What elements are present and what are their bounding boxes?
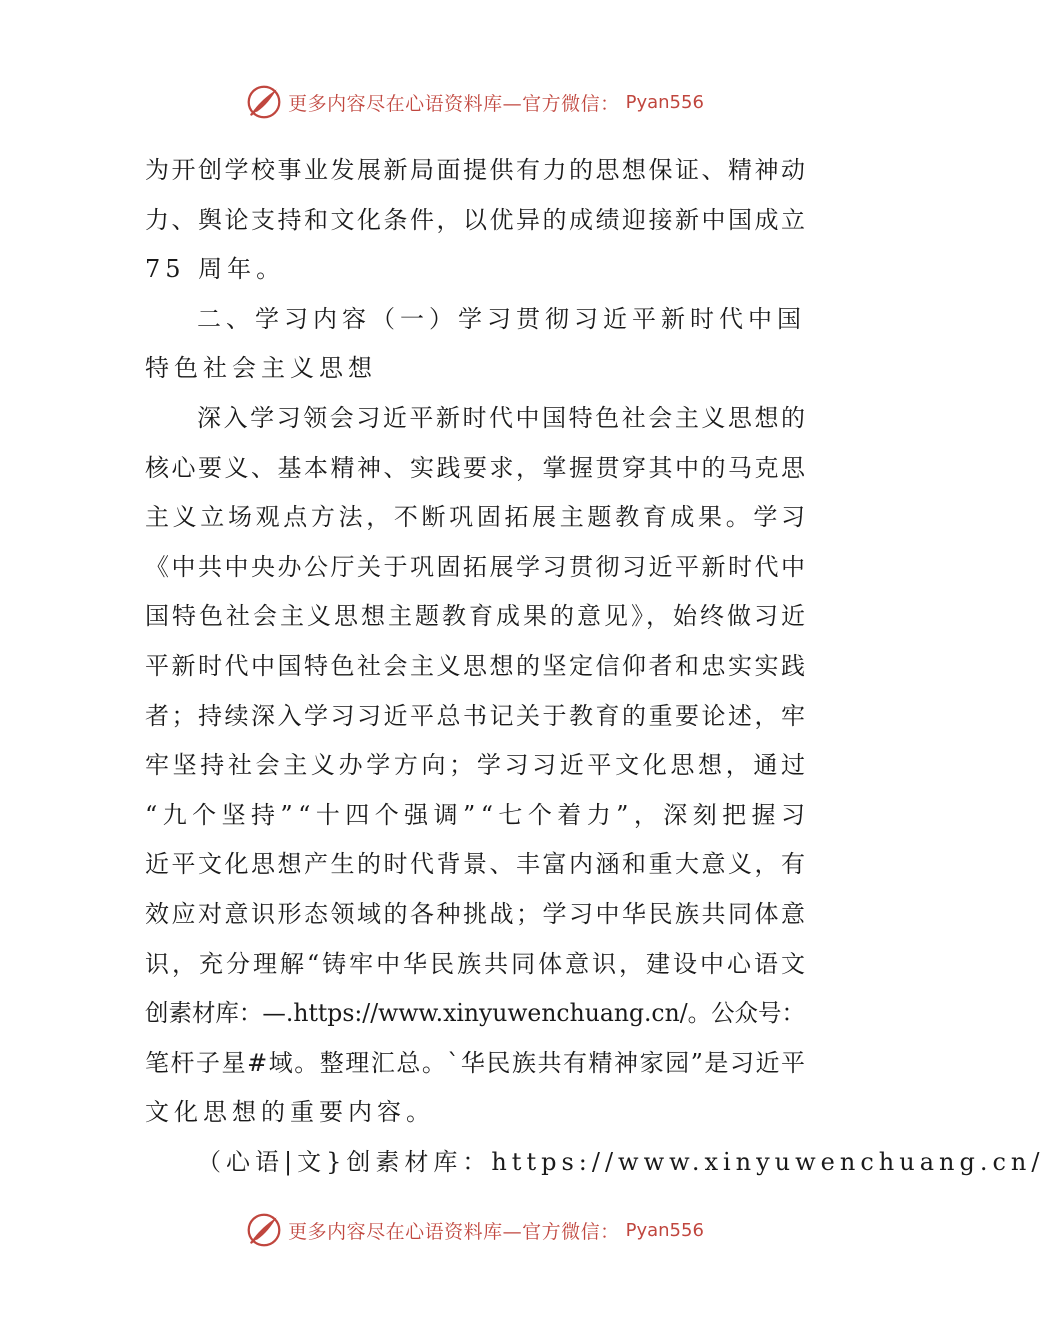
quill-seal-icon <box>246 84 282 120</box>
subsection-heading: （一）学习贯彻习近平新时代中国 <box>371 304 806 333</box>
footer-banner <box>0 1208 950 1252</box>
text-line: 力、舆论支持和文化条件，以优异的成绩迎接新中国成立 <box>145 205 808 234</box>
banner-wechat-id: Pyan556 <box>625 1219 704 1241</box>
text-line: 核心要义、基本精神、实践要求，掌握贯穿其中的马克思 <box>145 453 808 482</box>
document-body <box>145 146 1044 1187</box>
text-line: 特色社会主义思想 <box>145 354 377 383</box>
quill-seal-icon <box>246 1212 282 1248</box>
text-line: 平新时代中国特色社会主义思想的坚定信仰者和忠实实践 <box>145 651 808 680</box>
text-line: 75 周年。 <box>145 255 286 284</box>
text-line: 识，充分理解“铸牢中华民族共同体意识，建设中心语文 <box>145 949 808 978</box>
text-line: 为开创学校事业发展新局面提供有力的思想保证、精神动 <box>145 156 808 184</box>
text-line: 笔杆子星#域。整理汇总。`华民族共有精神家园”是习近平 <box>145 1048 807 1077</box>
text-line: 创素材库：—.https://www.xinyuwenchuang.cn/。公众号： <box>145 999 805 1028</box>
source-line: （心语|文}创素材库：https://www.xinyuwenchuang.cn/ <box>197 1147 1044 1176</box>
section-heading: 二、学习内容 <box>197 304 371 333</box>
text-line: 国特色社会主义思想主题教育成果的意见》，始终做习近 <box>145 602 808 631</box>
banner-text: 更多内容尽在心语资料库—官方微信： <box>288 1220 620 1243</box>
banner-text: 更多内容尽在心语资料库—官方微信： <box>288 92 620 115</box>
text-line: 近平文化思想产生的时代背景、丰富内涵和重大意义，有 <box>145 850 808 879</box>
header-banner <box>0 80 950 124</box>
section-heading-line <box>145 295 805 345</box>
text-line: 主义立场观点方法，不断巩固拓展主题教育成果。学习 <box>145 503 809 532</box>
text-line: 者；持续深入学习习近平总书记关于教育的重要论述，牢 <box>145 701 808 730</box>
paragraph-start: 深入学习领会习近平新时代中国特色社会主义思想的 <box>197 403 808 432</box>
text-line: 《中共中央办公厅关于巩固拓展学习贯彻习近平新时代中 <box>145 552 808 581</box>
text-line: 文化思想的重要内容。 <box>145 1098 435 1127</box>
text-line: 牢坚持社会主义办学方向；学习习近平文化思想，通过 <box>145 751 809 780</box>
text-line: 效应对意识形态领域的各种挑战；学习中华民族共同体意 <box>145 899 808 928</box>
banner-wechat-id: Pyan556 <box>625 91 704 113</box>
text-line: “九个坚持”“十四个强调”“七个着力”，深刻把握习 <box>145 800 811 829</box>
